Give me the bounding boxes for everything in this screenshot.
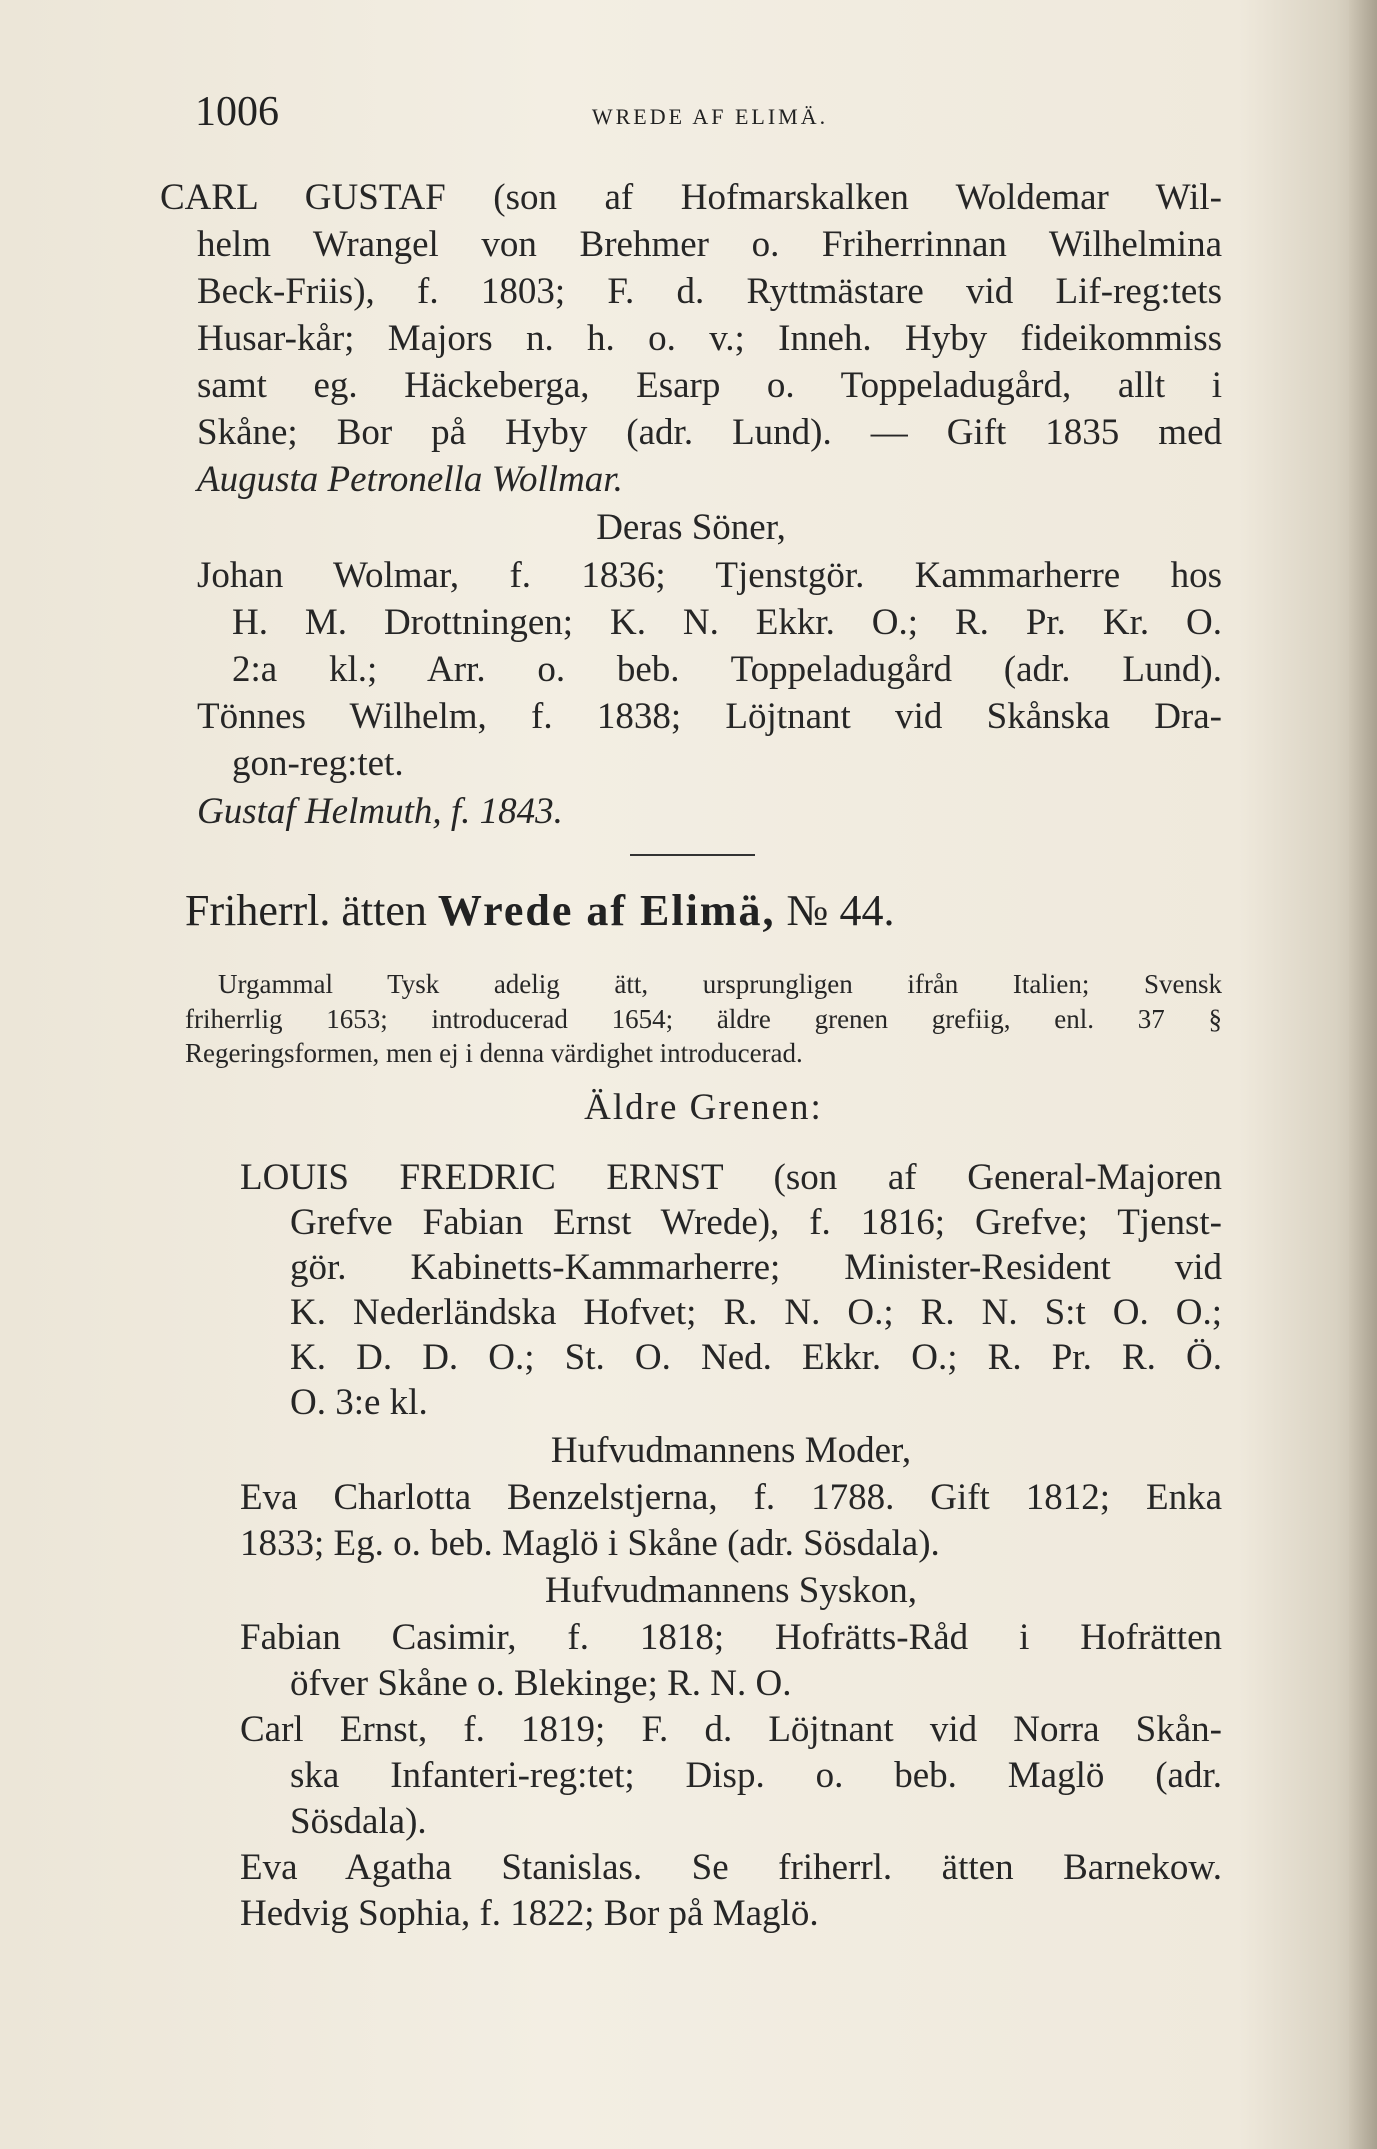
sibling-line-4: ska Infanteri-reg:tet; Disp. o. beb. Maglö (adr. bbox=[290, 1755, 1222, 1796]
son-line-5: gon-reg:tet. bbox=[232, 743, 404, 784]
siblings-heading: Hufvudmannens Syskon, bbox=[544, 1570, 918, 1611]
son-line-1: Johan Wolmar, f. 1836; Tjenstgör. Kammarherre hos bbox=[197, 555, 1222, 596]
section-title-name: Wrede af Elimä, bbox=[437, 886, 776, 935]
sibling-line-1: Fabian Casimir, f. 1818; Hofrätts-Råd i Hofrätten bbox=[240, 1617, 1222, 1658]
carl-line-4: Husar-kår; Majors n. h. o. v.; Inneh. Hyby fideikommiss bbox=[197, 318, 1222, 359]
carl-line-5: samt eg. Häckeberga, Esarp o. Toppeladugård, allt i bbox=[197, 365, 1222, 406]
mother-line-2: 1833; Eg. o. beb. Maglö i Skåne (adr. Sösdala). bbox=[240, 1523, 940, 1564]
louis-line-2: Grefve Fabian Ernst Wrede), f. 1816; Grefve; Tjenst- bbox=[290, 1202, 1222, 1243]
son-line-6: Gustaf Helmuth, f. 1843. bbox=[197, 791, 563, 832]
louis-line-1: LOUIS FREDRIC ERNST (son af General-Majoren bbox=[240, 1157, 1222, 1198]
carl-line-1: CARL GUSTAF (son af Hofmarskalken Woldemar Wil- bbox=[160, 177, 1222, 218]
louis-line-5: K. D. D. O.; St. O. Ned. Ekkr. O.; R. Pr. R. Ö. bbox=[290, 1337, 1222, 1378]
louis-line-6: O. 3:e kl. bbox=[290, 1382, 428, 1423]
section-title-prefix: Friherrl. ätten bbox=[185, 886, 427, 935]
son-line-3: 2:a kl.; Arr. o. beb. Toppeladugård (adr. Lund). bbox=[232, 649, 1222, 690]
louis-line-4: K. Nederländska Hofvet; R. N. O.; R. N. S:t O. O.; bbox=[290, 1292, 1222, 1333]
page-header bbox=[195, 88, 1225, 138]
running-head: WREDE AF ELIMÄ. bbox=[591, 104, 829, 129]
louis-line-3: gör. Kabinetts-Kammarherre; Minister-Resident vid bbox=[290, 1247, 1222, 1288]
carl-line-3: Beck-Friis), f. 1803; F. d. Ryttmästare vid Lif-reg:tets bbox=[197, 271, 1222, 312]
son-line-4: Tönnes Wilhelm, f. 1838; Löjtnant vid Skånska Dra- bbox=[197, 696, 1222, 737]
mother-heading: Hufvudmannens Moder, bbox=[550, 1430, 912, 1471]
page-edge bbox=[1349, 0, 1377, 2149]
sibling-line-3: Carl Ernst, f. 1819; F. d. Löjtnant vid Norra Skån- bbox=[240, 1709, 1222, 1750]
page-number: 1006 bbox=[195, 89, 279, 135]
sibling-line-5: Sösdala). bbox=[290, 1801, 427, 1842]
sibling-line-6: Eva Agatha Stanislas. Se friherrl. ätten Barnekow. bbox=[240, 1847, 1222, 1888]
carl-line-2: helm Wrangel von Brehmer o. Friherrinnan Wilhelmina bbox=[197, 224, 1222, 265]
son-line-2: H. M. Drottningen; K. N. Ekkr. O.; R. Pr. Kr. O. bbox=[232, 602, 1222, 643]
carl-line-6: Skåne; Bor på Hyby (adr. Lund). — Gift 1835 med bbox=[197, 412, 1222, 453]
section-title-number: № 44. bbox=[786, 886, 895, 935]
separator-rule bbox=[630, 854, 755, 856]
intro-line-3: Regeringsformen, men ej i denna värdighet introducerad. bbox=[185, 1038, 803, 1068]
sibling-line-2: öfver Skåne o. Blekinge; R. N. O. bbox=[290, 1663, 792, 1704]
sons-heading: Deras Söner, bbox=[596, 507, 786, 548]
intro-line-1: Urgammal Tysk adelig ätt, ursprungligen ifrån Italien; Svensk bbox=[218, 969, 1222, 999]
intro-line-2: friherrlig 1653; introducerad 1654; äldre grenen grefiig, enl. 37 § bbox=[185, 1004, 1222, 1034]
section-title bbox=[185, 885, 1215, 936]
branch-heading: Äldre Grenen: bbox=[584, 1087, 823, 1128]
mother-line-1: Eva Charlotta Benzelstjerna, f. 1788. Gift 1812; Enka bbox=[240, 1477, 1222, 1518]
carl-line-7: Augusta Petronella Wollmar. bbox=[197, 459, 623, 500]
sibling-line-7: Hedvig Sophia, f. 1822; Bor på Maglö. bbox=[240, 1893, 819, 1934]
